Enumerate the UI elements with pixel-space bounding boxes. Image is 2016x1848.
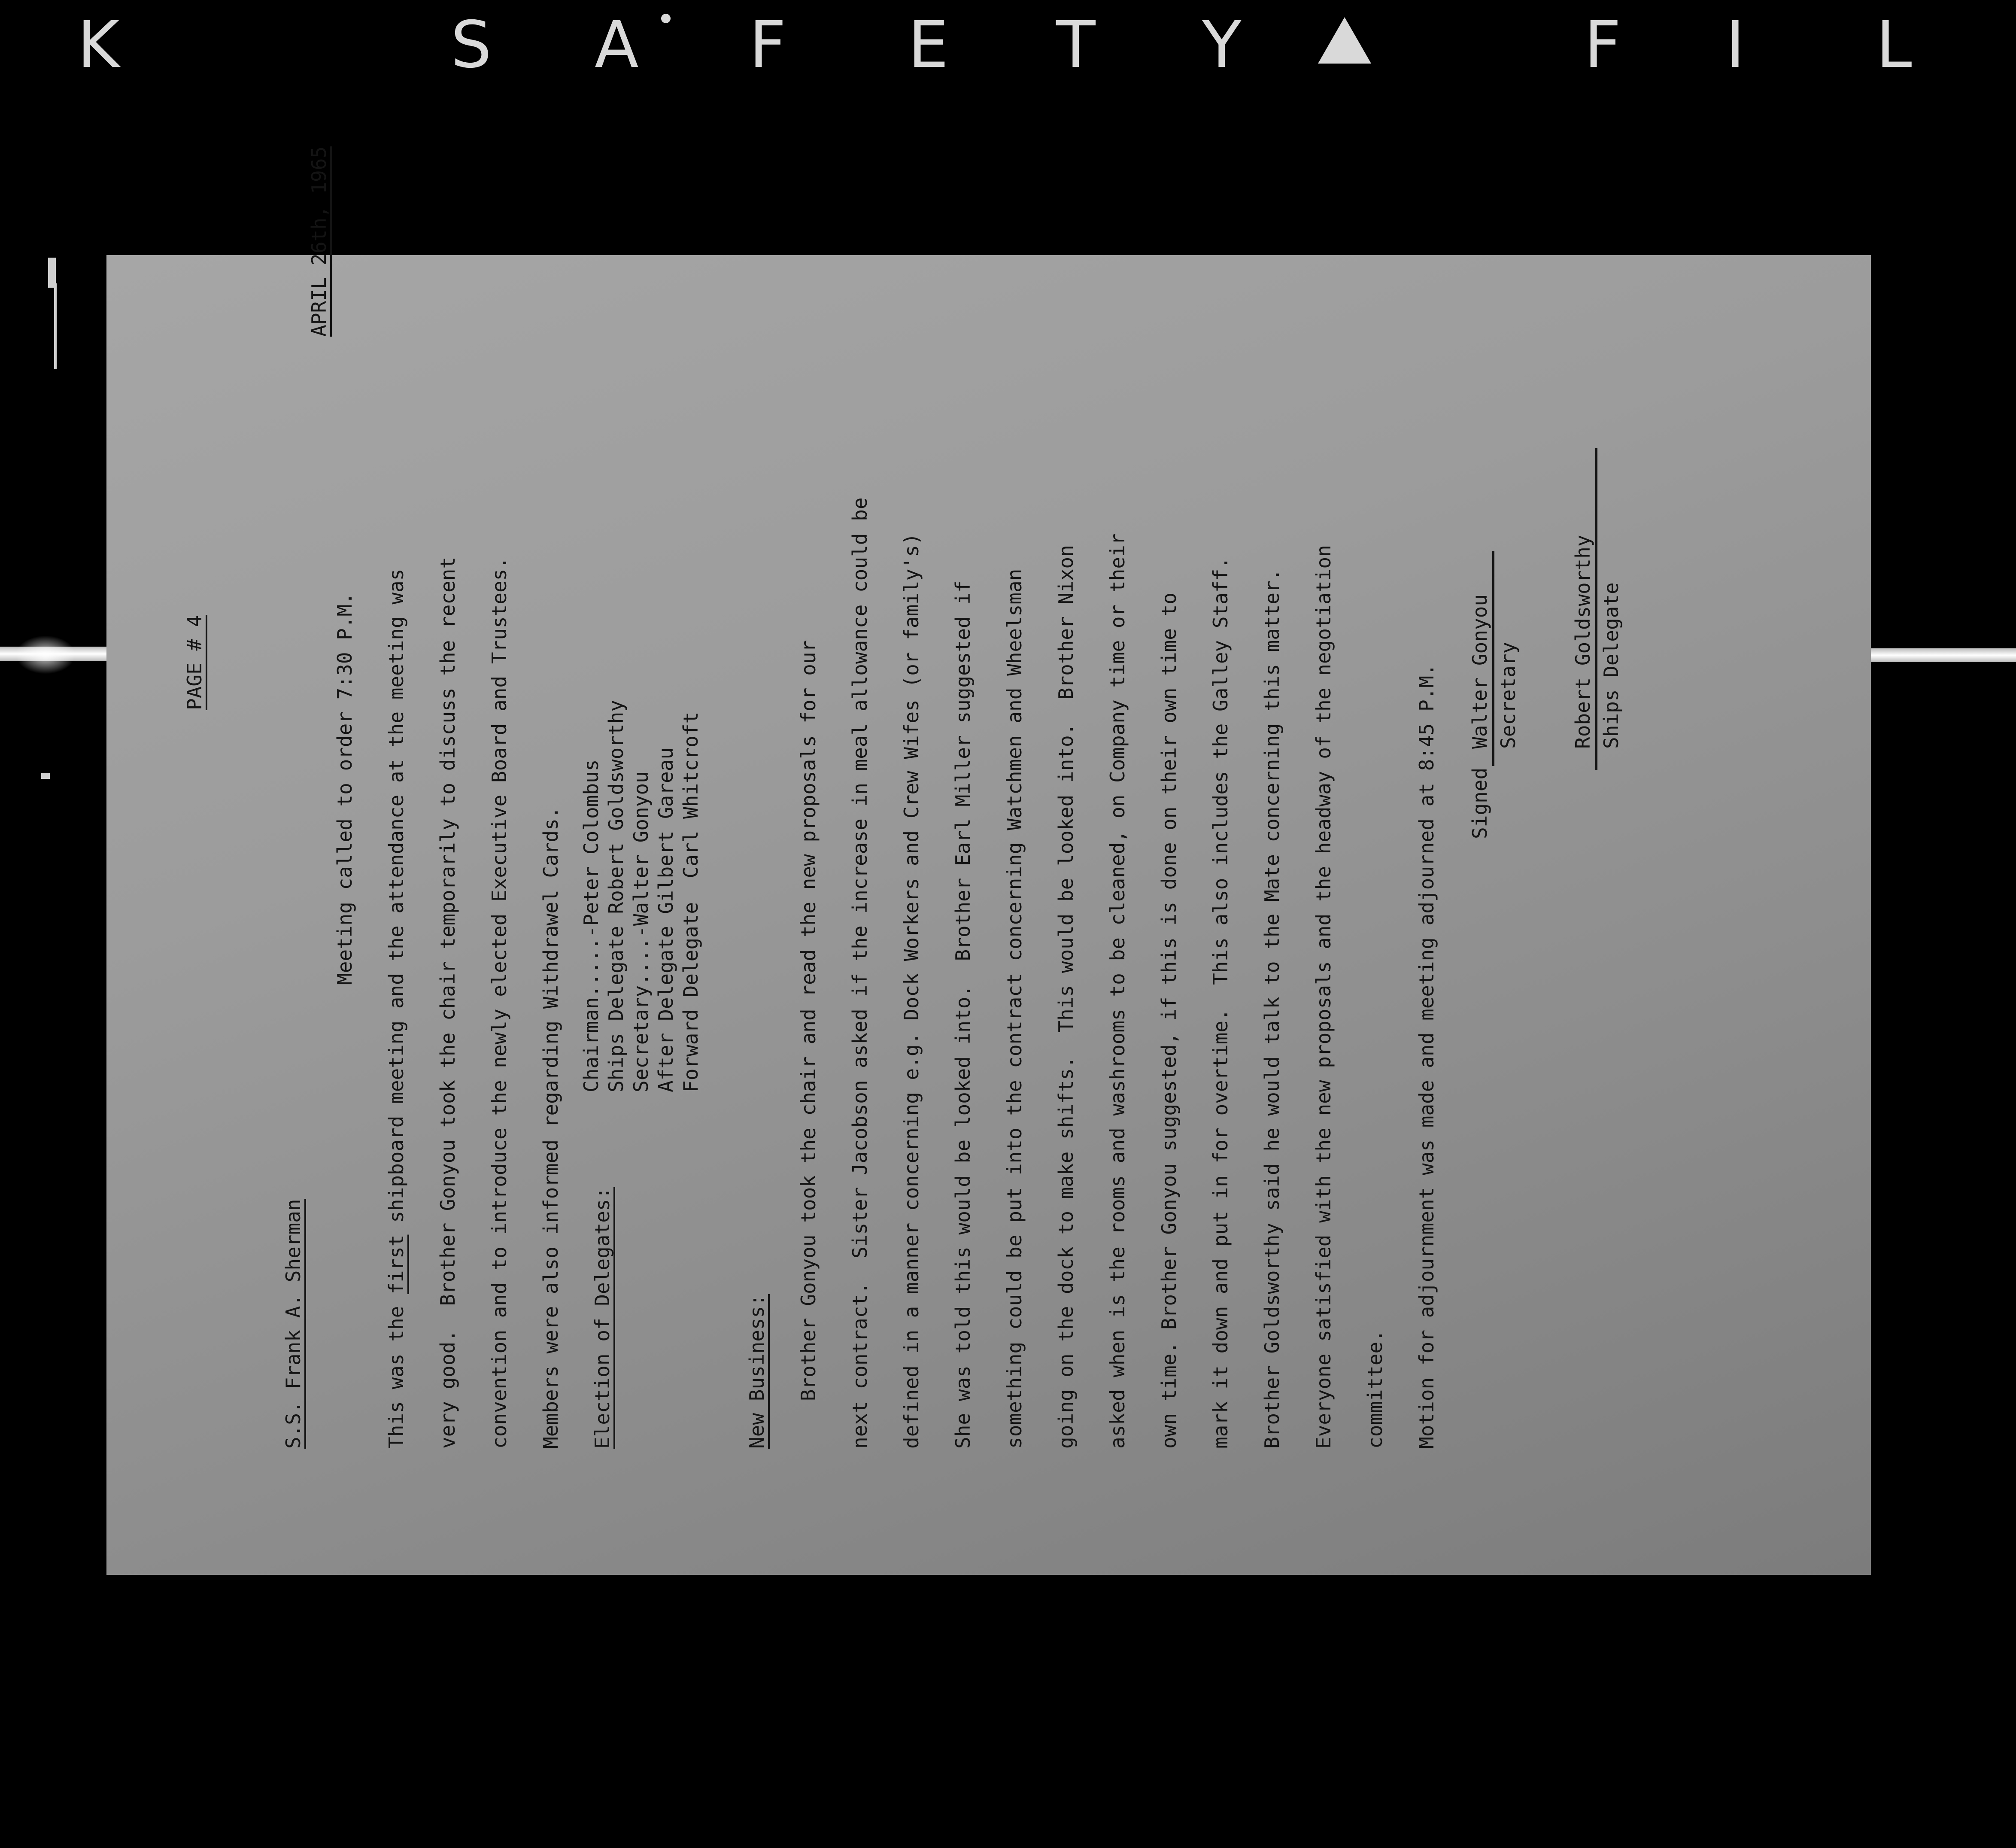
election-entry: After Delegate Gilbert Gareau <box>654 747 677 1092</box>
paragraph-line: Members were also informed regarding Withdrawel Cards. <box>539 806 562 1449</box>
paragraph-text: This was the <box>385 1294 408 1449</box>
election-entry: Secretary....-Walter Gonyou <box>629 771 653 1092</box>
paragraph-line: Brother Gonyou took the chair and read the new proposals for our <box>797 640 820 1449</box>
meeting-date: APRIL 26th, 1965 <box>307 146 331 337</box>
election-heading: Election of Delegates: <box>591 1187 614 1449</box>
paragraph-line: next contract. Sister Jacobson asked if the increase in meal allowance could be <box>848 497 871 1449</box>
light-streak <box>1859 648 2016 662</box>
ship-name: S.S. Frank A. Sherman <box>282 1199 305 1449</box>
page-number: PAGE # 4 <box>183 615 206 710</box>
new-business-heading: New Business: <box>745 1294 768 1449</box>
film-edge-letter: E <box>908 8 949 82</box>
paragraph-line: mark it down and put in for overtime. This also includes the Galley Staff. <box>1209 556 1232 1449</box>
film-edge-letter: K <box>77 8 120 82</box>
paragraph-line: very good. Brother Gonyou took the chair temporarily to discuss the recent <box>436 556 459 1449</box>
paragraph-line: asked when is the rooms and washrooms to be cleaned, on Company time or their <box>1106 533 1129 1449</box>
paragraph-line: going on the dock to make shifts. This would be looked into. Brother Nixon <box>1054 545 1078 1449</box>
paragraph-line: Brother Goldsworthy said he would talk to the Mate concerning this matter. <box>1260 568 1284 1449</box>
delegate-name: Robert Goldsworthy <box>1571 535 1594 749</box>
film-edge-tick <box>41 773 50 779</box>
film-edge-letter: Y <box>1202 8 1242 82</box>
paragraph-line: Everyone satisfied with the new proposals and the headway of the negotiation <box>1312 545 1335 1449</box>
triangle-icon <box>1318 17 1371 64</box>
secretary-title: Secretary <box>1497 641 1520 749</box>
emphasized-word: first <box>385 1234 408 1294</box>
secretary-name: Walter Gonyou <box>1468 594 1491 749</box>
paragraph-line: defined in a manner concerning e.g. Dock Workers and Crew Wifes (or family's) <box>900 533 923 1449</box>
signed-label: Signed <box>1468 767 1491 839</box>
signature-line <box>1595 448 1597 770</box>
call-to-order: Meeting called to order 7:30 P.M. <box>333 593 356 985</box>
film-edge-letter: S <box>451 8 492 82</box>
document-sheet <box>106 146 1871 1575</box>
paragraph-line: She was told this would be looked into. Brother Earl Miller suggested if <box>951 581 975 1449</box>
paragraph-line: committee. <box>1363 1330 1387 1449</box>
election-entry: Ships Delegate Robert Goldsworthy <box>604 700 628 1092</box>
paragraph-line: convention and to introduce the newly elected Executive Board and Trustees. <box>488 556 511 1449</box>
paragraph-line: own time. Brother Gonyou suggested, if this is done on their own time to <box>1157 593 1181 1449</box>
adjournment-line: Motion for adjournment was made and meeting adjourned at 8:45 P.M. <box>1415 664 1438 1449</box>
light-flare <box>15 635 76 674</box>
signature-line <box>1492 551 1494 766</box>
paragraph-line <box>373 569 420 1449</box>
paragraph-line: something could be put into the contract concerning Watchmen and Wheelsman <box>1003 568 1026 1449</box>
film-edge-tick <box>54 283 57 369</box>
election-entry: Chairman.....-Peter Colombus <box>580 759 603 1092</box>
film-edge-dot <box>661 14 671 23</box>
paragraph-text: shipboard meeting and the attendance at the meeting was <box>385 568 408 1235</box>
delegate-title: Ships Delegate <box>1600 582 1623 749</box>
film-edge-letter: F <box>1584 8 1621 82</box>
typed-page <box>183 146 1772 1449</box>
election-entry: Forward Delegate Carl Whitcroft <box>679 711 702 1092</box>
film-edge-letter: F <box>749 8 786 82</box>
film-edge-letter: T <box>1056 8 1096 82</box>
film-edge-letter: I <box>1726 8 1745 82</box>
film-edge-letter: A <box>595 8 639 82</box>
film-edge-letter: L <box>1876 8 1912 82</box>
